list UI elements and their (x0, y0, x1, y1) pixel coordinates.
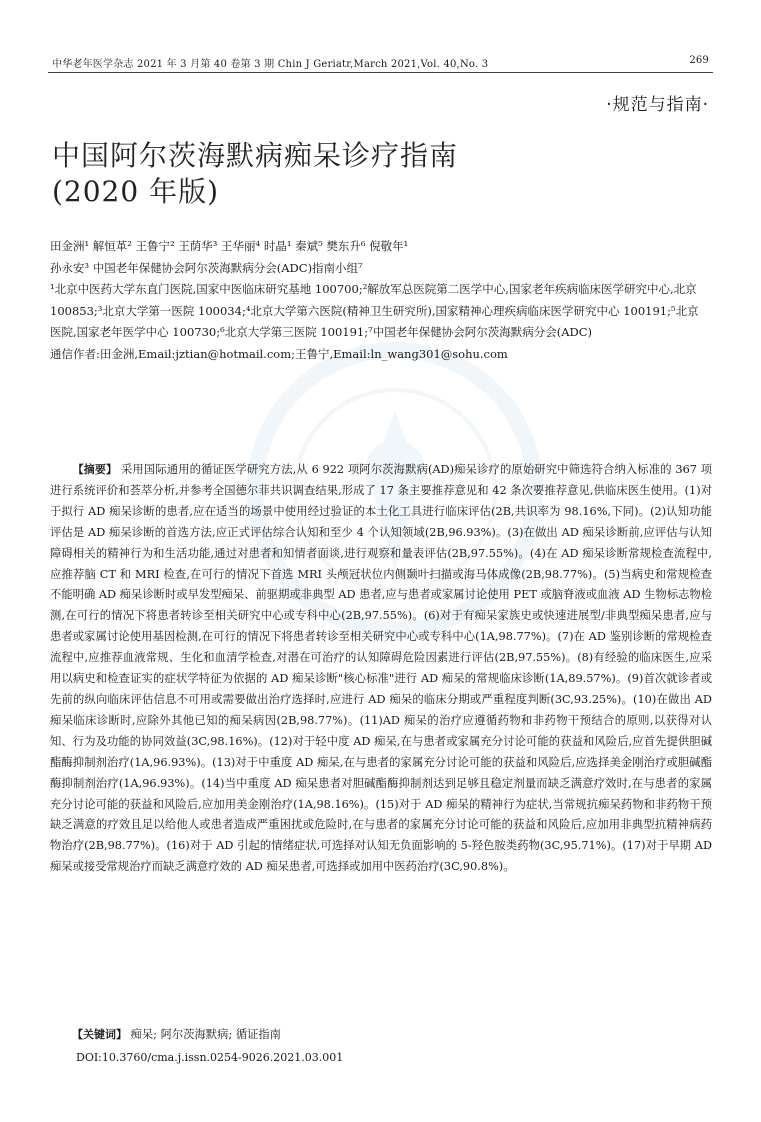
page-number: 269 (689, 55, 709, 66)
keywords-label: 【关键词】 (72, 1028, 127, 1041)
abstract (50, 460, 712, 878)
abstract-label: 【摘要】 (72, 463, 118, 476)
correspondence: 通信作者:田金洲,Email:jztian@hotmail.com;王鲁宁,Email:ln_wang301@sohu.com (50, 346, 508, 361)
author-list-2: 孙永安³ 中国老年保健协会阿尔茨海默病分会(ADC)指南小组⁷ (50, 260, 363, 275)
doi: DOI:10.3760/cma.j.issn.0254-9026.2021.03.001 (76, 1051, 344, 1064)
abstract-text: 采用国际通用的循证医学研究方法,从 6 922 项阿尔茨海默病(AD)痴呆诊疗的原始研究中筛选符合纳入标准的 367 项进行系统评价和荟萃分析,并参考全国德尔菲共识调查结果,形成了 17 条主要推荐意见和 42 条次要推荐意见,供临床医生使用。(1)对于拟行 AD 痴呆诊断的患者,应在适当的场景中使用经过验证的本土化工具进行临床评估(2B,共识率为 98.16%,下同)。(2)认知功能评估是 AD 痴呆诊断的首选方法,应正式评估综合认知和至少 4 个认知领域(2B,96.93%)。(3)在做出 AD 痴呆诊断前,应评估与认知障碍相关的精神行为和生活功能,通过对患者和知情者面谈,进行观察和量表评估(2B,97.55%)。(4)在 AD 痴呆诊断常规检查流程中,应推荐脑 CT 和 MRI 检查,在可行的情况下首选 MRI 头颅冠状位内侧颞叶扫描或海马体成像(2B,98.77%)。(5)当病史和常规检查不能明确 AD 痴呆诊断时或早发型痴呆、前驱期或非典型 AD 患者,应与患者或家属讨论使用 PET 或脑脊液或血液 AD 生物标志物检测,在可行的情况下将患者转诊至相关研究中心或专科中心(2B,97.55%)。(6)对于有痴呆家族史或快速进展型/非典型痴呆患者,应与患者或家属讨论使用基因检测,在可行的情况下将患者转诊至相关研究中心或专科中心(1A,98.77%)。(7)在 AD 鉴别诊断的常规检查流程中,应推荐血液常规、生化和血清学检查,对潜在可治疗的认知障碍危险因素进行评估(2B,97.55%)。(8)有经验的临床医生,应采用以病史和检查证实的症状学特征为依据的 AD 痴呆诊断"核心标准"进行 AD 痴呆的常规临床诊断(1A,89.57%)。(9)首次就诊者或先前的纵向临床评估信息不可用或需要做出治疗选择时,应进行 AD 痴呆的临床分期或严重程度判断(3C,93.25%)。(10)在做出 AD 痴呆临床诊断时,应除外其他已知的痴呆病因(2B,98.77%)。(11)AD 痴呆的治疗应遵循药物和非药物干预结合的原则,以获得对认知、行为及功能的协同效益(3C,98.16%)。(12)对于轻中度 AD 痴呆,在与患者或家属充分讨论可能的获益和风险后,应首先提供胆碱酯酶抑制剂治疗(1A,96.93%)。(13)对于中重度 AD 痴呆,在与患者的家属充分讨论可能的获益和风险后,应选择美金刚治疗或胆碱酯酶抑制剂治疗(1A,96.93%)。(14)当中重度 AD 痴呆患者对胆碱酯酶抑制剂达到足够且稳定剂量而缺乏满意疗效时,在与患者的家属充分讨论可能的获益和风险后,应加用美金刚治疗(1A,98.16%)。(15)对于 AD 痴呆的精神行为症状,当常规抗痴呆药物和非药物干预缺乏满意的疗效且足以给他人或患者造成严重困扰或危险时,在与患者的家属充分讨论可能的获益和风险后,应加用非典型抗精神病药物治疗(2B,98.77%)。(16)对于 AD 引起的情绪症状,可选择对认知无负面影响的 5-羟色胺类药物(3C,95.71%)。(17)对于早期 AD 痴呆或接受常规治疗而缺乏满意疗效的 AD 痴呆患者,可选择或加用中医药治疗(3C,90.8%)。 (50, 463, 712, 874)
title-line-2: (2020 年版) (52, 175, 220, 208)
running-header (52, 55, 709, 70)
keywords (72, 1026, 281, 1042)
journal-citation: 中华老年医学杂志 2021 年 3 月第 40 卷第 3 期 Chin J Geriatr,March 2021,Vol. 40,No. 3 (52, 59, 489, 70)
article-title (52, 138, 458, 210)
author-list-1: 田金洲¹ 解恒革² 王鲁宁² 王荫华³ 王华丽⁴ 时晶¹ 秦斌⁵ 樊东升⁶ 倪敬年¹ (50, 239, 409, 253)
affiliations: ¹北京中医药大学东直门医院,国家中医临床研究基地 100700;²解放军总医院第二医学中心,国家老年疾病临床医学研究中心,北京 100853;³北京大学第一医院 100034;⁴北京大学第六医院(精神卫生研究所),国家精神心理疾病临床医学研究中心 100191;⁵北京医院,国家老年医学中心 100730;⁶北京大学第三医院 100191;⁷中国老年保健协会阿尔茨海默病分会(ADC) (50, 282, 699, 339)
title-line-1: 中国阿尔茨海默病痴呆诊疗指南 (52, 139, 459, 172)
section-label: ·规范与指南· (606, 95, 709, 115)
keywords-text: 痴呆; 阿尔茨海默病; 循证指南 (127, 1028, 281, 1041)
author-block (50, 236, 710, 365)
header-rule (48, 72, 713, 73)
